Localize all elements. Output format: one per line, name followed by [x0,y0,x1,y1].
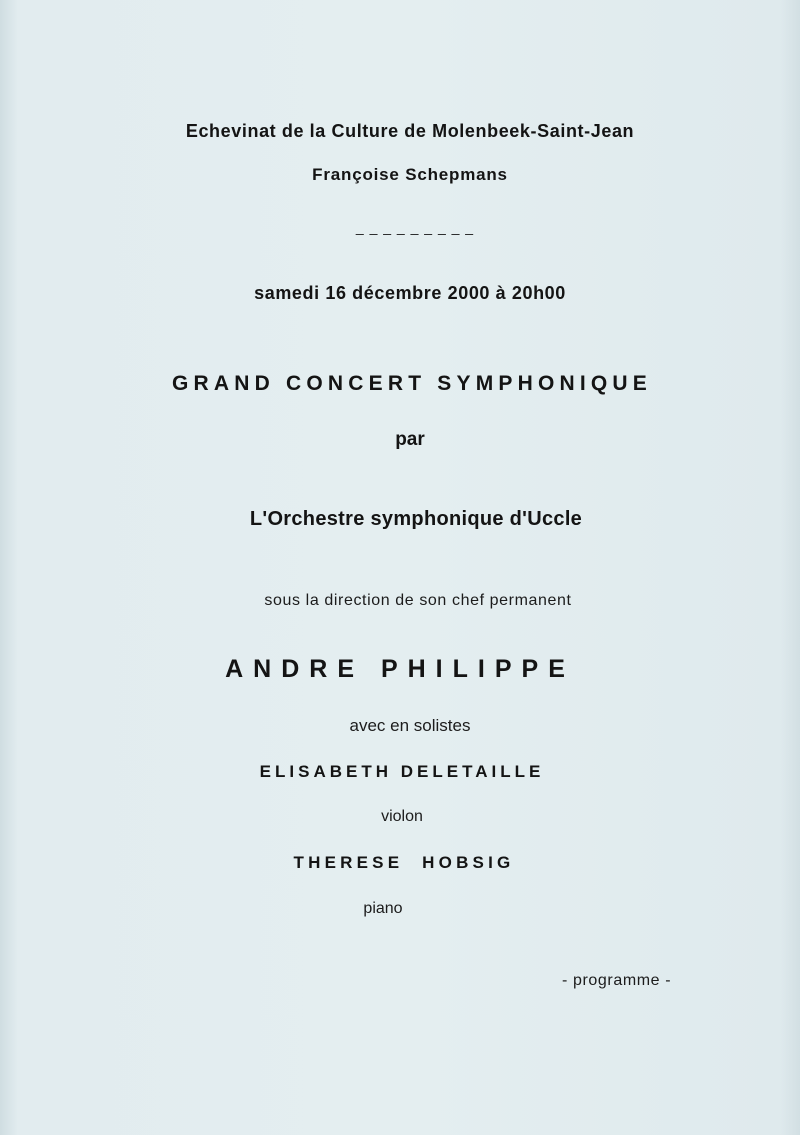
separator-line: _ _ _ _ _ _ _ _ _ [355,219,475,235]
programme-label: - programme - [562,972,672,989]
soloist-name: ELISABETH DELETAILLE [259,762,545,781]
event-date: samedi 16 décembre 2000 à 20h00 [254,283,566,303]
orchestra-name: L'Orchestre symphonique d'Uccle [249,508,583,530]
soloist-instrument: piano [363,900,403,917]
soloist-instrument: violon [381,808,423,825]
by-label: par [395,429,425,450]
organization-heading: Echevinat de la Culture de Molenbeek-Saint-Jean [185,121,635,141]
direction-text: sous la direction de son chef permanent [264,592,572,609]
soloists-intro: avec en solistes [349,716,471,735]
concert-title: GRAND CONCERT SYMPHONIQUE [171,372,653,395]
soloist-name: THERESE HOBSIG [293,853,515,872]
official-name: Françoise Schepmans [312,165,508,184]
conductor-name: ANDRE PHILIPPE [225,655,575,683]
